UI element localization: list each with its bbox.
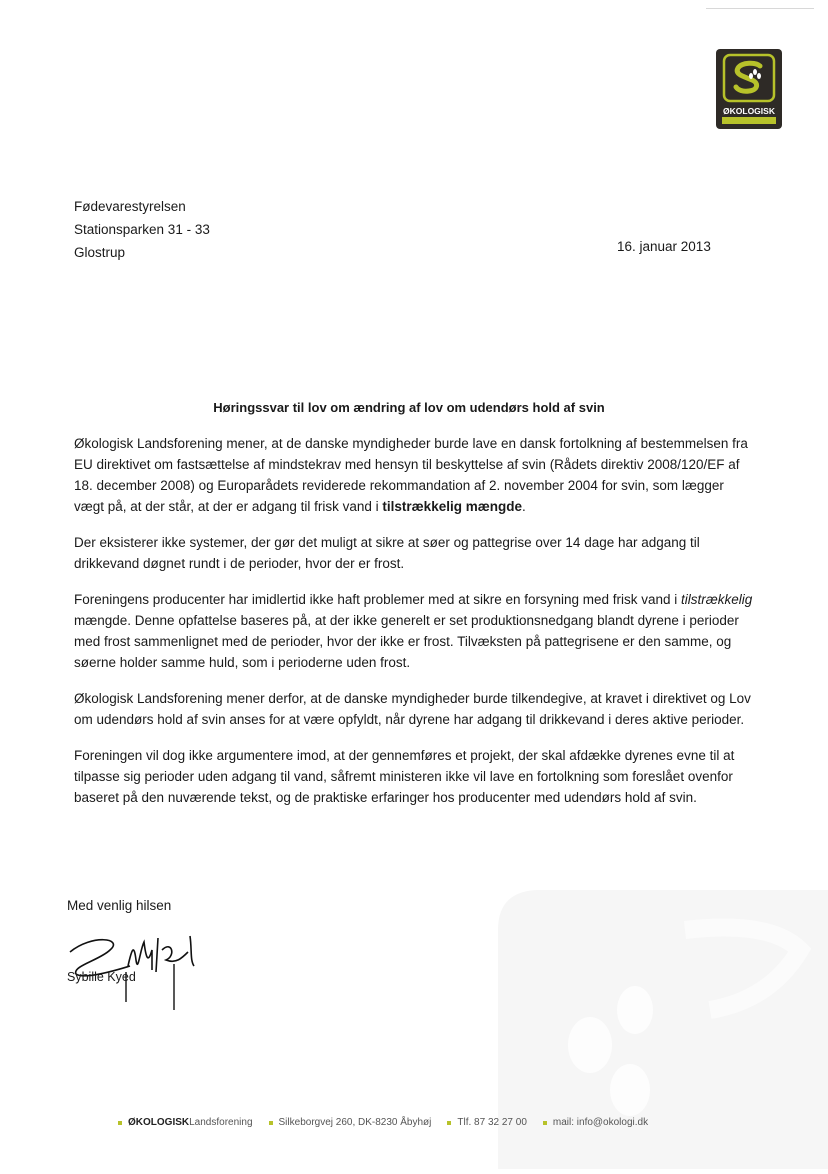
recipient-name: Fødevarestyrelsen (74, 199, 186, 214)
logo-text: ØKOLOGISK (723, 106, 775, 116)
footer-bullet (447, 1121, 451, 1125)
footer-bullet (543, 1121, 547, 1125)
footer-org: ØKOLOGISKLandsforening (128, 1117, 253, 1128)
top-divider (706, 8, 814, 9)
recipient-city: Glostrup (74, 245, 126, 260)
letter-body (74, 433, 754, 823)
letter-subject: Høringssvar til lov om ændring af lov om udendørs hold af svin (213, 400, 605, 415)
paragraph-2: Der eksisterer ikke systemer, der gør det muligt at sikre at søer og pattegrise over 14 dage har adgang til drikkevand døgnet rundt i de perioder, hvor der er frost. (74, 535, 700, 571)
footer-phone: Tlf. 87 32 27 00 (457, 1117, 527, 1128)
footer-bullet (269, 1121, 273, 1125)
recipient-street: Stationsparken 31 - 33 (74, 222, 210, 237)
okologisk-logo (716, 49, 782, 129)
letter-date: 16. januar 2013 (617, 239, 711, 254)
paragraph-4: Økologisk Landsforening mener derfor, at de danske myndigheder burde tilkendegive, at kravet i direktivet og Lov om udendørs hold af svin anses for at være opfyldt, når dyrene har adgang til drikkevand i deres aktive perioder. (74, 691, 751, 727)
footer-email[interactable]: mail: info@okologi.dk (552, 1117, 649, 1128)
footer (118, 1117, 648, 1128)
recipient-address (74, 195, 210, 264)
signer-name: Sybille Kyed (67, 970, 136, 984)
paragraph-3: Foreningens producenter har imidlertid ikke haft problemer med at sikre en forsyning med frisk vand i tilstrækkelig mængde. Denne opfattelse baseres på, at der ikke generelt er set produktionsnedgang blandt dyrene i perioder med frost sammenlignet med de perioder, hvor der ikke er frost. Tilvæksten på pattegrisene er den samme, og søerne holder samme huld, som i perioderne uden frost. (74, 592, 753, 670)
paragraph-5: Foreningen vil dog ikke argumentere imod, at der gennemføres et projekt, der skal afdække dyrenes evne til at tilpasse sig perioder uden adgang til vand, såfremt ministeren ikke vil lave en fortolkning som foreslået ovenfor baseret på den nuværende tekst, og de praktiske erfaringer hos producenter med udendørs hold af svin. (74, 748, 735, 805)
paragraph-1: Økologisk Landsforening mener, at de danske myndigheder burde lave en dansk fortolkning af bestemmelsen fra EU direktivet om fastsættelse af mindstekrav med hensyn til beskyttelse af svin (Rådets direktiv 2008/120/EF af 18. december 2008) og Europarådets reviderede rekommandation af 2. november 2004 for svin, som lægger vægt på, at der står, at der er adgang til frisk vand i tilstrækkelig mængde. (74, 436, 748, 514)
footer-bullet (118, 1121, 122, 1125)
footer-address: Silkeborgvej 260, DK-8230 Åbyhøj (278, 1117, 432, 1128)
closing-greeting: Med venlig hilsen (67, 898, 172, 913)
